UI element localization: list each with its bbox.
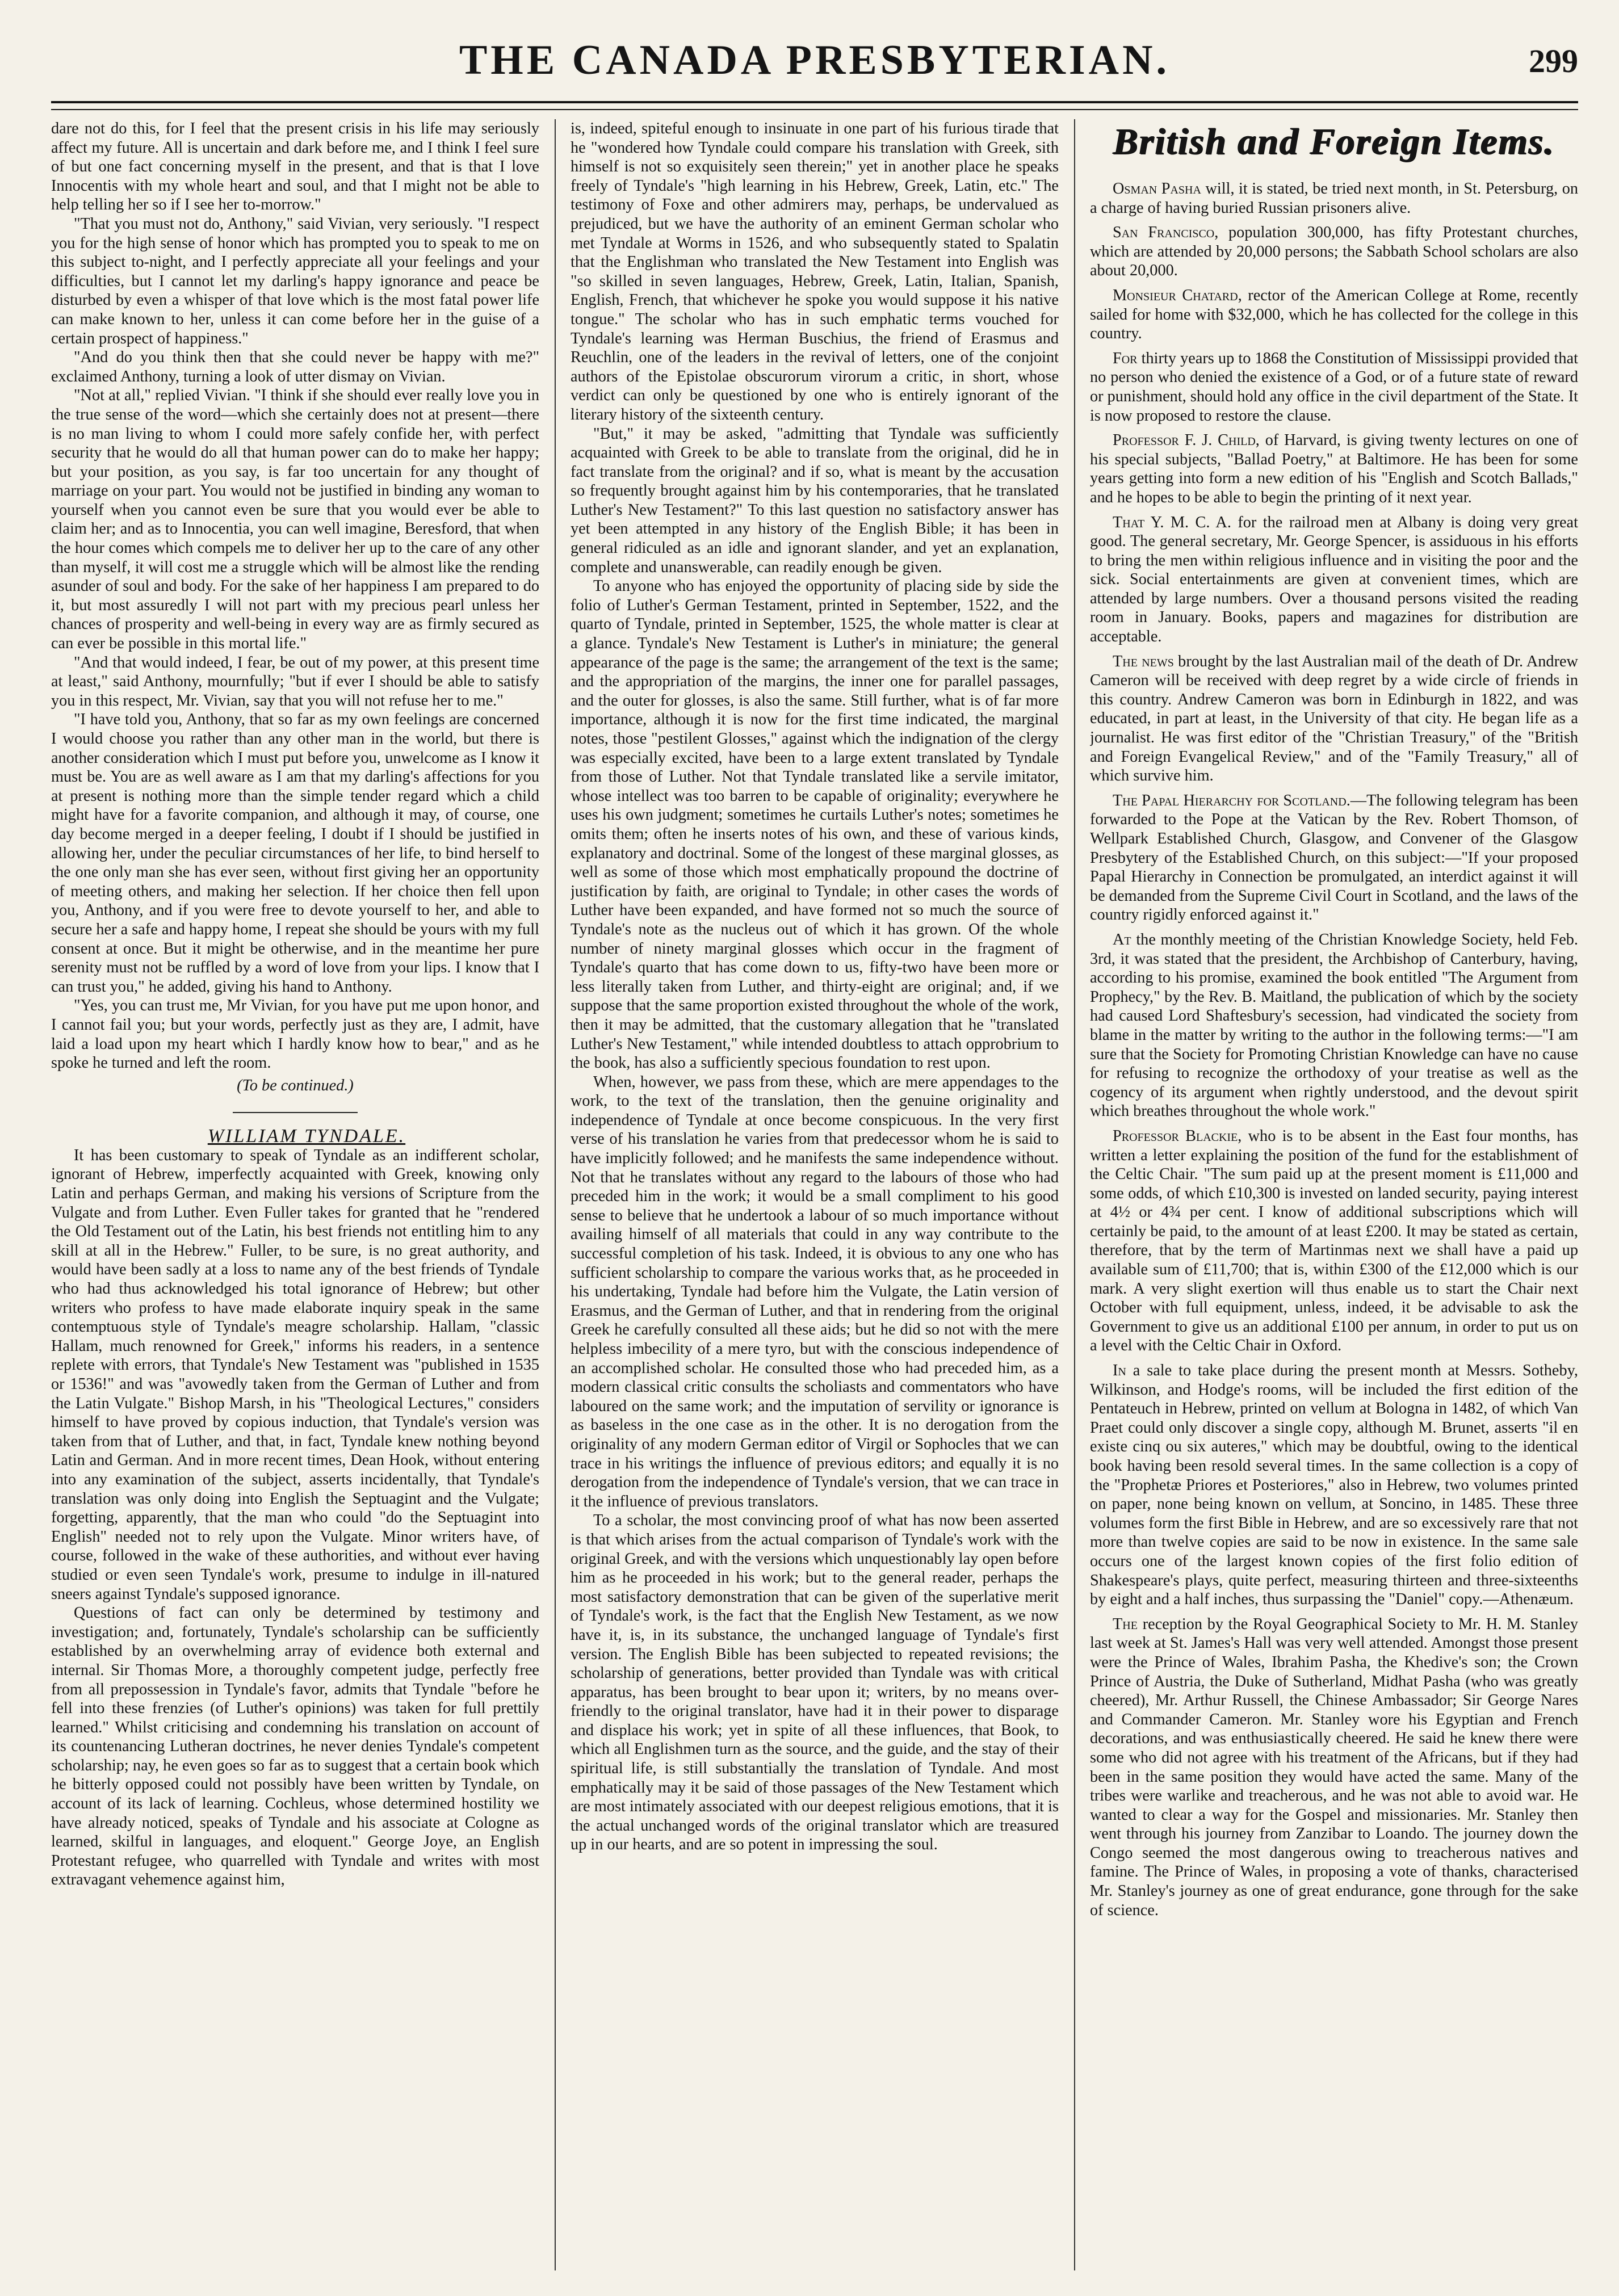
item-lead: In [1113,1362,1126,1380]
item-text: reception by the Royal Geographical Society to Mr. H. M. Stanley last week at St. James's Hall was very well attended. Amongst those present were the Prince of Wales, Ibrahim Pasha, the Khedive's son; the Crown Prince of Austria, the Duke of Sutherland, Midhat Pasha (who was greatly cheered), Mr. Arthur Russell, the Chinese Ambassador; Sir George Nares and Commander Cameron. Mr. Stanley wore his Egyptian and French decorations, and was enthusiastically cheered. He said he knew there were some who did not agree with his treatment of the Africans, but if they had been in the same position they would have acted the same. Many of the tribes were warlike and treacherous, and he was not able to avoid war. He wanted to clear a way for the Gospel and missionaries. Mr. Stanley then went through his journey from Zanzibar to Loando. The journey down the Congo seemed the most dangerous owing to treacherous natives and famine. The Prince of Wales, in proposing a vote of thanks, characterised Mr. Stanley's journey as one of great endurance, gone through for the sake of science. [1090,1615,1578,1919]
item-lead: The Papal Hierarchy for Scotland. [1113,791,1350,809]
masthead-rule [51,101,1578,110]
article-title: WILLIAM TYNDALE. [207,1126,406,1147]
item-lead: That Y. M. C. A. [1113,513,1231,531]
item-lead: Monsieur Chatard, [1113,286,1242,304]
page-number: 299 [1529,43,1578,79]
news-item [1090,1361,1578,1609]
column-2 [571,119,1059,2276]
news-item [1090,286,1578,343]
to-be-continued: (To be continued.) [237,1076,354,1094]
story-paragraph: "That you must not do, Anthony," said Vivian, very seriously. "I respect you for the high sense of honor which has prompted you to speak to me on this subject to-night, and I perfectly appreciate all your feelings and your difficulties, but I cannot let my darling's happy ignorance and peace be disturbed by even a whisper of that love which is the most fatal power life can make known to her, unless it can come before her in the guise of a certain prospect of happiness." [51,215,539,347]
news-item [1090,179,1578,217]
column-1 [51,119,539,2276]
item-lead: Professor F. J. Child, [1113,431,1260,450]
news-item [1090,1127,1578,1355]
item-text: for the railroad men at Albany is doing very great good. The general secretary, Mr. George Spencer, is assiduous in his efforts to bring the men within religious influence and in visiting the poor and the sick. Social entertainments are given at convenient times, which are attended by large numbers. Over a thousand persons visited the reading room in January. Books, papers and magazines for distribution are acceptable. [1090,513,1578,646]
item-lead: San Francisco, [1113,224,1219,242]
story-paragraph: "Not at all," replied Vivian. "I think if she should ever really love you in the true sense of the word—which she certainly does not at present—there is no man living to whom I could more safely confide her, with perfect security that he would do all that human power can do to make her happy; but your position, as you say, is far too uncertain for any thought of marriage on your part. You would not be justified in binding any woman to yourself when you cannot even be sure that you would ever be able to claim her; and as to Innocentia, you can well imagine, Beresford, that when the hour comes which compels me to deliver her up to the care of any other than myself, it will cost me a struggle which will be almost like the rending asunder of soul and body. For the sake of her happiness I am prepared to do it, but most assuredly I will not part with my precious pearl unless her chances of prosperity and well-being in every way are as firmly secured as can ever be possible in this mortal life." [51,387,539,653]
item-lead: At [1113,930,1131,948]
column-3 [1090,119,1578,2276]
item-text: of Harvard, is giving twenty lectures on one of his special subjects, "Ballad Poetry," at Baltimore. He has been for some years getting into form a new edition of his "English and Scotch Ballads," and he hopes to be able to begin the printing of it next year. [1090,431,1578,506]
item-text: thirty years up to 1868 the Constitution of Mississippi provided that no person who denied the existence of a God, or of a future state of reward or punishment, should hold any office in the civil department of the State. It is now proposed to restore the clause. [1090,349,1578,425]
item-text: a sale to take place during the present month at Messrs. Sotheby, Wilkinson, and Hodge's rooms, will be included the first edition of the Pentateuch in Hebrew, printed on vellum at Bologna in 1482, of which Van Praet could only discover a single copy, although M. Brunet, asserts "il en existe cinq ou six auteres," which may be doubtful, owing to the identical book having been resold several times. In the same collection is a copy of the "Prophetæ Priores et Posteriores," also in Hebrew, two volumes printed on paper, none being known on vellum, at Soncino, in 1485. These three volumes form the first Bible in Hebrew, and are so excessively rare that not more than twelve copies are said to be now in existence. In the same sale occurs one of the largest known copies of the first folio edition of Shakespeare's plays, quite perfect, measuring thirteen and three-sixteenths by eight and a half inches, thus surpassing the "Daniel" copy.—Athenæum. [1090,1362,1578,1609]
news-item [1090,223,1578,280]
story-paragraph: "And do you think then that she could never be happy with me?" exclaimed Anthony, turning a look of utter dismay on Vivian. [51,349,539,385]
column-divider [1074,119,1075,2270]
story-paragraph: dare not do this, for I feel that the present crisis in his life may seriously affect my future. All is uncertain and dark before me, and I think I feel sure of but one fact concerning myself in the present, and that is that I love Innocentis with my whole heart and soul, and that I might not be able to help telling her so if I see her to-morrow." [51,120,539,214]
news-item [1090,431,1578,507]
article-paragraph: To a scholar, the most convincing proof of what has now been asserted is that which arises from the actual comparison of Tyndale's work with the original Greek, and with the versions which unquestionably lay open before him as he proceeded in his work; but to the general reader, perhaps the most satisfactory demonstration that can be given of the superlative merit of Tyndale's work, is the fact that the English New Testament, as we now have it, is, in its substance, the unchanged language of Tyndale's first version. The English Bible has been subjected to repeated revisions; the scholarship of generations, better provided than Tyndale was with critical apparatus, has been brought to bear upon it; writers, by no means over-friendly to the original translator, have had it in their power to disparage and displace his work; yet in spite of all these influences, that Book, to which all Englishmen turn as the source, and the guide, and the stay of their spiritual life, is still substantially the translation of Tyndale. And most emphatically may it be said of those passages of the New Testament which are most intimately associated with our deepest religious emotions, that it is the actual unchanged words of the original translator which are treasured up in our hearts, and are so potent in impressing the soul. [571,1512,1059,1854]
article-paragraph: To anyone who has enjoyed the opportunity of placing side by side the folio of Luther's German Testament, printed in September, 1522, and the quarto of Tyndale, printed in September, 1525, the whole matter is clear at a glance. Tyndale's New Testament is Luther's in miniature; the general appearance of the page is the same; the arrangement of the text is the same; and the appropriation of the margins, the inner one for parallel passages, and the outer for glosses, is also the same. Still further, what is of far more importance, although it is now for the first time indicated, the marginal notes, those "pestilent Glosses," against which the indignation of the clergy was especially excited, have been to a large extent translated by Tyndale from those of Luther. Not that Tyndale translated like a servile imitator, whose intellect was too barren to be capable of originality; everywhere he uses his own judgment; sometimes he curtails Luther's notes; sometimes he omits them; often he inserts notes of his own, and these of various kinds, explanatory and doctrinal. Some of the longest of these marginal glosses, as well as some of those which most emphatically propound the doctrine of justification by faith, are original to Tyndale; in other cases the words of Luther have been expanded, and have formed not so much the source of Tyndale's note as the nucleus out of which it has grown. Of the whole number of ninety marginal glosses which occur in the fragment of Tyndale's quarto that has come down to us, fifty-two have been more or less literally taken from Luther, and thirty-eight are original; and, if we suppose that the same proportion existed throughout the whole of the work, then it may be admitted, that the customary allegation that he "translated Luther's New Testament," while intended doubtless to attach opprobrium to the book, has also a sufficiently specious foundation to rest upon. [571,577,1059,1072]
newspaper-title: THE CANADA PRESBYTERIAN. [459,37,1171,83]
item-lead: The news [1113,652,1174,670]
item-lead: Osman Pasha [1113,180,1201,198]
column-divider [555,119,556,2270]
story-paragraph: "I have told you, Anthony, that so far as my own feelings are concerned I would choose you rather than any other man in the world, but there is another consideration which I must put before you, unwelcome as I know it must be. You are as well aware as I am that my darling's affections for you at present is nothing more than the simple tender regard which a child might have for a favorite companion, and although it may, of course, one day become merged in a deeper feeling, I doubt if I should be justified in allowing her, under the peculiar circumstances of her life, to bind herself to the one only man she has ever seen, without first giving her an opportunity of meeting others, and making her selection. If her choice then fell upon you, Anthony, and if you were free to devote yourself to her, and able to secure her a safe and happy home, I repeat she should be yours with my full consent at once. But it might be otherwise, and in the meantime her pure serenity must not be ruffled by a word of love from your lips. I know that I can trust you," he added, giving his hand to Anthony. [51,711,539,996]
masthead [51,34,1578,102]
article-paragraph: It has been customary to speak of Tyndale as an indifferent scholar, ignorant of Hebrew, imperfectly acquainted with Greek, knowing only Latin and perhaps German, and making his versions of Scripture from the Vulgate and from Luther. Even Fuller takes for granted that he "rendered the Old Testament out of the Latin, his best friends not entitling him to any skill at all in the Hebrew." Fuller, to be sure, is no great authority, and would have been sadly at a loss to name any of the best friends of Tyndale who had thus acknowledged his total ignorance of Hebrew; but other writers who profess to have made elaborate inquiry speak in the same contemptuous style of Tyndale's meagre scholarship. Hallam, "classic Hallam, much renowned for Greek," informs his readers, in a sentence replete with errors, that Tyndale's New Testament was "published in 1535 or 1536!" and was "avowedly taken from the German of Luther and from the Latin Vulgate." Bishop Marsh, in his "Theological Lectures," considers himself to have proved by copious induction, that Tyndale's version was taken from that of Luther, and that, in fact, Tyndale knew nothing beyond Latin and German. And in more recent times, Dean Hook, without entering into any examination of the subject, asserts incidentally, that Tyndale's translation was only doing into English the Septuagint and the Vulgate; forgetting, apparently, that the man who could "do the Septuagint into English" needed not to rely upon the Vulgate. Minor writers have, of course, followed in the wake of these authorities, and without ever having studied or even seen Tyndale's work, presume to indulge in ill-natured sneers against Tyndale's supposed ignorance. [51,1146,539,1603]
item-text: brought by the last Australian mail of the death of Dr. Andrew Cameron will be received with deep regret by a wide circle of friends in this country. Andrew Cameron was born in Edinburgh in 1822, and was educated, in part at least, in the University of that city. He began life as a journalist. He was first editor of the "Christian Treasury," of the "British and Foreign Evangelical Review," and of the "Family Treasury," all of which survive him. [1090,652,1578,785]
item-text: —The following telegram has been forwarded to the Pope at the Vatican by the Rev. Robert Thomson, of Wellpark Established Church, Glasgow, and Convener of the Glasgow Presbytery of the Established Church, on this subject:—"If your proposed Papal Hierarchy in Connection be promulgated, an interdict against it will be demanded from the Supreme Civil Court in Scotland, and the laws of the country rigidly enforced against it." [1090,791,1578,924]
section-rule [233,1112,358,1113]
news-item [1090,1615,1578,1920]
item-text: population 300,000, has fifty Protestant churches, which are attended by 20,000 persons; the Sabbath School scholars are also about 20,000. [1090,224,1578,280]
item-text: will, it is stated, be tried next month, in St. Petersburg, on a charge of having buried Russian prisoners alive. [1090,180,1578,217]
item-text: the monthly meeting of the Christian Knowledge Society, held Feb. 3rd, it was stated that the president, the Archbishop of Canterbury, having, according to his promise, examined the book entitled "The Argument from Prophecy," by the Rev. B. Maitland, the publication of which by the society had caused Lord Shaftesbury's secession, had vindicated the society from blame in the matter by writing to the author in the following terms:—"I am sure that the Society for Promoting Christian Knowledge can have no cause for refusing to recognize the orthodoxy of your treatise as well as the cogency of its argument when rightly understood, and the devout spirit which breathes throughout the whole work." [1090,930,1578,1120]
item-lead: For [1113,349,1138,367]
article-paragraph: Questions of fact can only be determined by testimony and investigation; and, fortunately, Tyndale's scholarship can be sufficiently established by an overwhelming array of evidence both external and internal. Sir Thomas More, a thoroughly competent judge, perfectly free from all prepossession in Tyndale's favor, admits that Tyndale "before he fell into these frenzies (of Luther's opinions) was taken for full prettily learned." Whilst criticising and condemning his translation on account of its countenancing Lutheran doctrines, he never denies Tyndale's competent scholarship; nay, he even goes so far as to suggest that a certain book which he bitterly opposed could not possibly have been written by Tyndale, on account of its lack of learning. Cochleus, whose determined hostility we have already noticed, speaks of Tyndale and his associate at Cologne as learned, skilful in languages, and eloquent." George Joye, an English Protestant refugee, who quarrelled with Tyndale and writes with most extravagant vehemence against him, [51,1604,539,1889]
section-heading: British and Foreign Items. [1113,121,1555,162]
article-paragraph: When, however, we pass from these, which are mere appendages to the work, to the text of the translation, then the genuine originality and independence of Tyndale at once become conspicuous. In the very first verse of his translation he varies from that predecessor whom he is said to have implicitly followed; and he manifests the same independence without. Not that he translates without any regard to the labours of those who had preceded him in the work; it would be a small compliment to his good sense to believe that he undertook a labour of so much importance without availing himself of all materials that could in any way contribute to the successful completion of his task. Indeed, it is obvious to any one who has sufficient scholarship to compare the various works that, as he proceeded in his undertaking, Tyndale had before him the Vulgate, the Latin version of Erasmus, and the German of Luther, and that in rendering from the original Greek he carefully consulted all these aids; but he did so not with the mere helpless imbecility of a mere tyro, but with the conscious independence of an accomplished scholar. He consulted those who had preceded him, as a modern classical critic consults the scholiasts and commentators who have laboured on the same work; and the imputation of servility or ignorance is as baseless in the one case as in the other. It is no derogation from the originality of any modern German editor of Virgil or Sophocles that we can trace in his writings the influence of previous editors; and equally it is no derogation from the independence of Tyndale's version, that we can trace in it the influence of previous translators. [571,1073,1059,1510]
article-paragraph: is, indeed, spiteful enough to insinuate in one part of his furious tirade that he "wondered how Tyndale could compare his translation with Greek, sith himself is not so exquisitely seen therein;" yet in another place he speaks freely of Tyndale's "high learning in his Hebrew, Greek, Latin, etc." The testimony of Foxe and other admirers may, perhaps, be undervalued as prejudiced, but we have the authority of an eminent German scholar who met Tyndale at Worms in 1526, and who subsequently stated to Spalatin that the Englishman who translated the New Testament into English was "so skilled in seven languages, Hebrew, Greek, Latin, Italian, Spanish, English, French, that whichever he spoke you would suppose it his native tongue." The scholar who has in such emphatic terms vouched for Tyndale's learning was Herman Buschius, the friend of Erasmus and Reuchlin, one of the leaders in the revival of letters, one of the conjoint authors of the Epistolae obscurorum virorum a critic, in short, whose verdict can only be questioned by one who is entirely ignorant of the literary history of the sixteenth century. [571,120,1059,423]
item-text: who is to be absent in the East four months, has written a letter explaining the position of the fund for the establishment of the Celtic Chair. "The sum paid up at the present moment is £11,000 and some odds, of which £10,300 is invested on landed security, paying interest at 4½ or 4¾ per cent. I know of additional subscriptions which will certainly be paid, to the amount of at least £200. It may be stated as certain, therefore, that by the term of Martinmas next we shall have a paid up available sum of £11,700; that is, within £300 of the £12,000 which is our mark. A very slight exertion will thus enable us to start the Chair next October with full equipment, unless, indeed, it be advisable to ask the Government to give us an additional £100 per annum, in order to put us on a level with the Celtic Chair in Oxford. [1090,1127,1578,1355]
news-item [1090,791,1578,925]
story-paragraph: "And that would indeed, I fear, be out of my power, at this present time at least," said Anthony, mournfully; "but if ever I should be able to satisfy you in this respect, Mr. Vivian, say that you will not refuse her to me." [51,653,539,710]
item-lead: The [1113,1615,1138,1633]
news-item [1090,349,1578,425]
item-lead: Professor Blackie, [1113,1127,1242,1145]
story-paragraph: "Yes, you can trust me, Mr Vivian, for you have put me upon honor, and I cannot fail you; but your words, perfectly just as they are, I admit, have laid a load upon my heart which I hardly know how to bear," and as he spoke he turned and left the room. [51,997,539,1072]
news-item [1090,652,1578,786]
article-paragraph: "But," it may be asked, "admitting that Tyndale was sufficiently acquainted with Greek to be able to translate from the original, did he in fact translate from the original? and if so, what is meant by the accusation so frequently brought against him by his contemporaries, that he translated Luther's New Testament?" To this last question no satisfactory answer has yet been attempted in any history of the English Bible; it has been in general ridiculed as an idle and ignorant slander, and yet an explanation, complete and unanswerable, can readily enough be given. [571,425,1059,576]
news-item [1090,930,1578,1121]
news-item [1090,513,1578,647]
item-text: rector of the American College at Rome, recently sailed for home with $32,000, which he has collected for the college in this country. [1090,286,1578,343]
